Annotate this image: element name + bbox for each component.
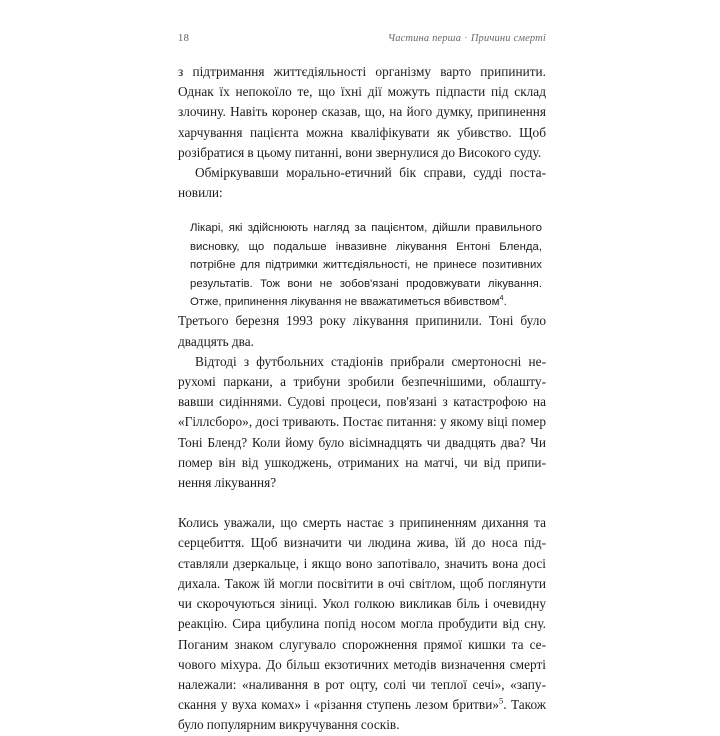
paragraph-ruling-intro: Обміркувавши морально-етичний бік справи, судді постановили:: [178, 165, 546, 201]
running-head: [178, 34, 546, 50]
block-quotation-body: Лікарі, які здійснюють нагляд за пацієнтом, дійшли правильного висновку, що подальше інвазивне лікування Ентоні Бленда, потрібне для підтримки життєдіяльності, не принесе позитивних результатів. Тож вони не зобов'язані продовжувати лікування. Отже, припинення лікування не вважатиметься вбивством: [190, 222, 542, 309]
block-quotation-text: [190, 219, 542, 311]
block-quotation-tail: .: [503, 296, 507, 309]
text-block: [178, 62, 546, 736]
paragraph-treatment-stopped: Третього березня 1993 року лікування припинили. Тоні було двадцять два.: [178, 313, 546, 349]
running-title-chapter: Причини смерті: [470, 33, 546, 44]
block-quotation: [178, 219, 542, 311]
page-number: 18: [178, 33, 190, 44]
footnote-marker-4[interactable]: 4: [499, 293, 504, 303]
paragraph-continued: з підтримання життєдіяльності організму варто припинити. Однак їх непокоїло те, що їхні дії можуть підпасти під склад злочину. Навіть коронер сказав, що, на його думку, припинення харчування пацієнта можна кваліфікувати як убивство. Щоб розібратися в цьому питанні, вони звернулися до Високого суду.: [178, 64, 546, 160]
paragraph-historical-part-2: . Також було популярним викручування сосків.: [178, 697, 546, 733]
running-title-part: Частина перша: [387, 33, 462, 44]
running-title: [388, 34, 546, 45]
footnote-marker-5[interactable]: 5: [499, 696, 504, 706]
paragraph-historical-death-tests: [178, 513, 546, 735]
paragraph-stadiums: Відтоді з футбольних стадіонів прибрали смертоносні нерухомі паркани, а трибуни зробили безпечнішими, облаштувавши сидіннями. Судові процеси, пов'язані з катастрофою на «Гіллсборо», досі тривають. Постає питання: у якому віці помер Тоні Бленд? Коли йому було вісімнадцять чи двадцять два? Чи помер він від ушкоджень, отриманих на матчі, чи від припинення лікування?: [178, 353, 546, 491]
paragraph-historical-part-1: Колись уважали, що смерть настає з припиненням дихання та серцебиття. Щоб визначити чи людина жива, їй до носа підставляли дзеркальце, і якщо воно запотівало, значить вона досі дихала. Також їй могли посвітити в очі світлом, щоб поглянути чи скорочуються зіниці. Укол голкою викликав біль і очевидну реакцію. Сира цибулина попід носом могла пробудити від сну. Поганим знаком слугувало спорожнення прямої кишки та сечового міхура. До більш екзотичних методів визначення смерті належали: «наливання в рот оцту, солі чи теплої сечі», «запускання у вуха комах» і «різання ступень лезом бритви»: [178, 515, 546, 713]
running-title-separator: ·: [464, 33, 468, 44]
